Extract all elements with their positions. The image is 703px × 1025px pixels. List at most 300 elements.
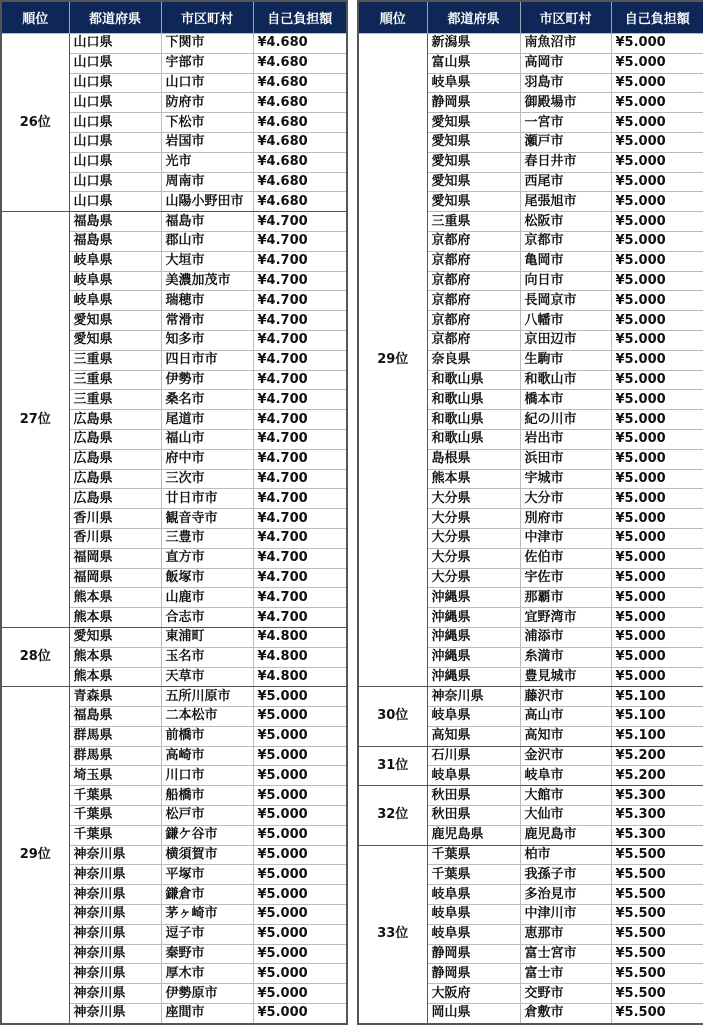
municipality-cell: 横須賀市 — [161, 845, 253, 865]
municipality-cell: 高知市 — [520, 726, 611, 746]
prefecture-cell: 静岡県 — [427, 93, 520, 113]
table-row — [1, 627, 347, 647]
prefecture-cell: 和歌山県 — [427, 370, 520, 390]
copay-amount-cell: ¥4.700 — [253, 231, 347, 251]
prefecture-cell: 埼玉県 — [69, 766, 161, 786]
rank-cell: 27位 — [1, 212, 69, 628]
rank-cell: 31位 — [358, 746, 427, 786]
municipality-cell: 鹿児島市 — [520, 825, 611, 845]
municipality-cell: 富士宮市 — [520, 944, 611, 964]
municipality-cell: 一宮市 — [520, 113, 611, 133]
copay-amount-cell: ¥4.680 — [253, 73, 347, 93]
prefecture-cell: 山口県 — [69, 53, 161, 73]
prefecture-cell: 高知県 — [427, 726, 520, 746]
copay-amount-cell: ¥5.000 — [611, 251, 703, 271]
prefecture-cell: 静岡県 — [427, 944, 520, 964]
header-municipality: 市区町村 — [520, 1, 611, 34]
municipality-cell: 羽島市 — [520, 73, 611, 93]
prefecture-cell: 京都府 — [427, 251, 520, 271]
municipality-cell: 飯塚市 — [161, 568, 253, 588]
municipality-cell: 八幡市 — [520, 311, 611, 331]
copay-amount-cell: ¥5.000 — [611, 370, 703, 390]
copay-amount-cell: ¥5.100 — [611, 726, 703, 746]
prefecture-cell: 神奈川県 — [69, 1004, 161, 1024]
prefecture-cell: 千葉県 — [427, 845, 520, 865]
prefecture-cell: 福岡県 — [69, 568, 161, 588]
copay-amount-cell: ¥4.700 — [253, 390, 347, 410]
prefecture-cell: 愛知県 — [427, 113, 520, 133]
prefecture-cell: 神奈川県 — [69, 984, 161, 1004]
table-header-row — [358, 1, 703, 34]
municipality-cell: 下松市 — [161, 113, 253, 133]
copay-amount-cell: ¥5.000 — [611, 152, 703, 172]
copay-amount-cell: ¥5.300 — [611, 825, 703, 845]
municipality-cell: 天草市 — [161, 667, 253, 687]
copay-amount-cell: ¥5.000 — [253, 766, 347, 786]
prefecture-cell: 愛知県 — [427, 152, 520, 172]
copay-amount-cell: ¥5.000 — [611, 528, 703, 548]
copay-amount-cell: ¥4.700 — [253, 469, 347, 489]
copay-amount-cell: ¥4.700 — [253, 330, 347, 350]
municipality-cell: 福山市 — [161, 429, 253, 449]
prefecture-cell: 三重県 — [69, 370, 161, 390]
prefecture-cell: 山口県 — [69, 113, 161, 133]
copay-amount-cell: ¥5.000 — [611, 132, 703, 152]
municipality-cell: 交野市 — [520, 984, 611, 1004]
prefecture-cell: 大分県 — [427, 509, 520, 529]
municipality-cell: 高崎市 — [161, 746, 253, 766]
municipality-cell: 瀬戸市 — [520, 132, 611, 152]
municipality-cell: 大館市 — [520, 786, 611, 806]
municipality-cell: 亀岡市 — [520, 251, 611, 271]
copay-amount-cell: ¥5.000 — [253, 865, 347, 885]
municipality-cell: 中津川市 — [520, 905, 611, 925]
prefecture-cell: 大分県 — [427, 489, 520, 509]
municipality-cell: 尾道市 — [161, 410, 253, 430]
copay-amount-cell: ¥5.000 — [253, 905, 347, 925]
copay-amount-cell: ¥5.500 — [611, 924, 703, 944]
municipality-cell: 桑名市 — [161, 390, 253, 410]
copay-amount-cell: ¥4.800 — [253, 647, 347, 667]
copay-amount-cell: ¥5.000 — [611, 311, 703, 331]
municipality-cell: 平塚市 — [161, 865, 253, 885]
copay-amount-cell: ¥5.000 — [611, 291, 703, 311]
municipality-cell: 茅ヶ崎市 — [161, 905, 253, 925]
copay-amount-cell: ¥5.000 — [611, 271, 703, 291]
municipality-cell: 宇城市 — [520, 469, 611, 489]
prefecture-cell: 広島県 — [69, 489, 161, 509]
municipality-cell: 四日市市 — [161, 350, 253, 370]
municipality-cell: 周南市 — [161, 172, 253, 192]
prefecture-cell: 富山県 — [427, 53, 520, 73]
prefecture-cell: 山口県 — [69, 172, 161, 192]
municipality-cell: 山鹿市 — [161, 588, 253, 608]
prefecture-cell: 愛知県 — [427, 192, 520, 212]
prefecture-cell: 香川県 — [69, 509, 161, 529]
municipality-cell: 宇部市 — [161, 53, 253, 73]
copay-amount-cell: ¥5.300 — [611, 786, 703, 806]
municipality-cell: 光市 — [161, 152, 253, 172]
prefecture-cell: 岐阜県 — [427, 707, 520, 727]
prefecture-cell: 山口県 — [69, 93, 161, 113]
copay-amount-cell: ¥5.200 — [611, 766, 703, 786]
prefecture-cell: 新潟県 — [427, 34, 520, 54]
copay-amount-cell: ¥5.300 — [611, 806, 703, 826]
prefecture-cell: 福島県 — [69, 231, 161, 251]
municipality-cell: 御殿場市 — [520, 93, 611, 113]
municipality-cell: 生駒市 — [520, 350, 611, 370]
copay-amount-cell: ¥4.800 — [253, 627, 347, 647]
prefecture-cell: 岐阜県 — [427, 924, 520, 944]
municipality-cell: 前橋市 — [161, 726, 253, 746]
municipality-cell: 合志市 — [161, 608, 253, 628]
header-rank: 順位 — [1, 1, 69, 34]
municipality-cell: 高岡市 — [520, 53, 611, 73]
copay-amount-cell: ¥4.700 — [253, 588, 347, 608]
copay-amount-cell: ¥5.000 — [611, 449, 703, 469]
prefecture-cell: 愛知県 — [69, 330, 161, 350]
municipality-cell: 東浦町 — [161, 627, 253, 647]
copay-amount-cell: ¥5.500 — [611, 905, 703, 925]
copay-amount-cell: ¥5.000 — [611, 212, 703, 232]
municipality-cell: 藤沢市 — [520, 687, 611, 707]
copay-amount-cell: ¥4.700 — [253, 489, 347, 509]
municipality-cell: 春日井市 — [520, 152, 611, 172]
copay-amount-cell: ¥4.700 — [253, 370, 347, 390]
rank-cell: 26位 — [1, 34, 69, 212]
copay-amount-cell: ¥5.000 — [611, 608, 703, 628]
copay-amount-cell: ¥4.680 — [253, 172, 347, 192]
municipality-cell: 那覇市 — [520, 588, 611, 608]
prefecture-cell: 大分県 — [427, 548, 520, 568]
prefecture-cell: 和歌山県 — [427, 390, 520, 410]
municipality-cell: 二本松市 — [161, 707, 253, 727]
municipality-cell: 我孫子市 — [520, 865, 611, 885]
copay-amount-cell: ¥5.000 — [253, 984, 347, 1004]
prefecture-cell: 山口県 — [69, 152, 161, 172]
table-header-row — [1, 1, 347, 34]
prefecture-cell: 山口県 — [69, 73, 161, 93]
copay-amount-cell: ¥5.000 — [611, 627, 703, 647]
copay-amount-cell: ¥5.000 — [611, 429, 703, 449]
rank-cell: 29位 — [358, 34, 427, 687]
copay-amount-cell: ¥4.800 — [253, 667, 347, 687]
copay-amount-cell: ¥4.700 — [253, 251, 347, 271]
ranking-table-left — [0, 0, 348, 1025]
prefecture-cell: 沖縄県 — [427, 588, 520, 608]
prefecture-cell: 三重県 — [427, 212, 520, 232]
municipality-cell: 三次市 — [161, 469, 253, 489]
table-row — [358, 687, 703, 707]
municipality-cell: 松戸市 — [161, 806, 253, 826]
municipality-cell: 秦野市 — [161, 944, 253, 964]
prefecture-cell: 青森県 — [69, 687, 161, 707]
municipality-cell: 中津市 — [520, 528, 611, 548]
copay-amount-cell: ¥4.700 — [253, 528, 347, 548]
copay-amount-cell: ¥5.000 — [253, 707, 347, 727]
copay-amount-cell: ¥5.000 — [611, 548, 703, 568]
copay-amount-cell: ¥5.000 — [611, 469, 703, 489]
municipality-cell: 松阪市 — [520, 212, 611, 232]
municipality-cell: 別府市 — [520, 509, 611, 529]
copay-amount-cell: ¥5.000 — [611, 192, 703, 212]
table-row — [1, 34, 347, 54]
municipality-cell: 多治見市 — [520, 885, 611, 905]
municipality-cell: 川口市 — [161, 766, 253, 786]
copay-amount-cell: ¥5.100 — [611, 687, 703, 707]
copay-amount-cell: ¥5.000 — [611, 667, 703, 687]
copay-amount-cell: ¥5.000 — [611, 93, 703, 113]
copay-amount-cell: ¥5.000 — [611, 73, 703, 93]
copay-amount-cell: ¥5.500 — [611, 845, 703, 865]
municipality-cell: 観音寺市 — [161, 509, 253, 529]
header-prefecture: 都道府県 — [427, 1, 520, 34]
prefecture-cell: 広島県 — [69, 469, 161, 489]
copay-amount-cell: ¥5.000 — [253, 1004, 347, 1024]
header-copay: 自己負担額 — [253, 1, 347, 34]
prefecture-cell: 山口県 — [69, 192, 161, 212]
municipality-cell: 鎌倉市 — [161, 885, 253, 905]
prefecture-cell: 奈良県 — [427, 350, 520, 370]
copay-amount-cell: ¥5.000 — [611, 350, 703, 370]
prefecture-cell: 広島県 — [69, 429, 161, 449]
copay-amount-cell: ¥4.700 — [253, 311, 347, 331]
header-municipality: 市区町村 — [161, 1, 253, 34]
header-copay: 自己負担額 — [611, 1, 703, 34]
prefecture-cell: 岐阜県 — [427, 766, 520, 786]
copay-amount-cell: ¥4.700 — [253, 608, 347, 628]
prefecture-cell: 千葉県 — [427, 865, 520, 885]
copay-amount-cell: ¥4.700 — [253, 449, 347, 469]
copay-amount-cell: ¥5.000 — [611, 489, 703, 509]
prefecture-cell: 京都府 — [427, 291, 520, 311]
prefecture-cell: 沖縄県 — [427, 667, 520, 687]
prefecture-cell: 岐阜県 — [69, 291, 161, 311]
municipality-cell: 伊勢原市 — [161, 984, 253, 1004]
prefecture-cell: 和歌山県 — [427, 429, 520, 449]
copay-amount-cell: ¥5.000 — [611, 390, 703, 410]
prefecture-cell: 大阪府 — [427, 984, 520, 1004]
municipality-cell: 大仙市 — [520, 806, 611, 826]
municipality-cell: 柏市 — [520, 845, 611, 865]
prefecture-cell: 神奈川県 — [427, 687, 520, 707]
copay-amount-cell: ¥5.000 — [253, 885, 347, 905]
municipality-cell: 長岡京市 — [520, 291, 611, 311]
municipality-cell: 玉名市 — [161, 647, 253, 667]
prefecture-cell: 群馬県 — [69, 746, 161, 766]
copay-amount-cell: ¥5.500 — [611, 944, 703, 964]
copay-amount-cell: ¥5.500 — [611, 964, 703, 984]
copay-amount-cell: ¥5.000 — [253, 825, 347, 845]
prefecture-cell: 島根県 — [427, 449, 520, 469]
prefecture-cell: 岐阜県 — [427, 905, 520, 925]
table-row — [358, 786, 703, 806]
prefecture-cell: 三重県 — [69, 390, 161, 410]
prefecture-cell: 石川県 — [427, 746, 520, 766]
prefecture-cell: 愛知県 — [427, 172, 520, 192]
copay-amount-cell: ¥5.000 — [611, 113, 703, 133]
header-rank: 順位 — [358, 1, 427, 34]
prefecture-cell: 岐阜県 — [69, 271, 161, 291]
copay-amount-cell: ¥4.680 — [253, 34, 347, 54]
copay-amount-cell: ¥4.700 — [253, 212, 347, 232]
municipality-cell: 尾張旭市 — [520, 192, 611, 212]
table-row — [358, 845, 703, 865]
prefecture-cell: 熊本県 — [69, 647, 161, 667]
table-row — [358, 34, 703, 54]
prefecture-cell: 山口県 — [69, 132, 161, 152]
prefecture-cell: 愛知県 — [427, 132, 520, 152]
copay-amount-cell: ¥5.000 — [611, 568, 703, 588]
municipality-cell: 紀の川市 — [520, 410, 611, 430]
prefecture-cell: 秋田県 — [427, 806, 520, 826]
municipality-cell: 瑞穂市 — [161, 291, 253, 311]
prefecture-cell: 千葉県 — [69, 786, 161, 806]
prefecture-cell: 千葉県 — [69, 825, 161, 845]
prefecture-cell: 神奈川県 — [69, 964, 161, 984]
copay-amount-cell: ¥4.700 — [253, 291, 347, 311]
municipality-cell: 大垣市 — [161, 251, 253, 271]
prefecture-cell: 山口県 — [69, 34, 161, 54]
prefecture-cell: 沖縄県 — [427, 627, 520, 647]
prefecture-cell: 群馬県 — [69, 726, 161, 746]
rank-cell: 29位 — [1, 687, 69, 1024]
prefecture-cell: 京都府 — [427, 231, 520, 251]
copay-amount-cell: ¥5.000 — [611, 588, 703, 608]
copay-amount-cell: ¥4.680 — [253, 53, 347, 73]
municipality-cell: 高山市 — [520, 707, 611, 727]
prefecture-cell: 神奈川県 — [69, 865, 161, 885]
copay-amount-cell: ¥5.000 — [611, 410, 703, 430]
copay-amount-cell: ¥5.000 — [611, 509, 703, 529]
municipality-cell: 厚木市 — [161, 964, 253, 984]
prefecture-cell: 和歌山県 — [427, 410, 520, 430]
municipality-cell: 美濃加茂市 — [161, 271, 253, 291]
copay-amount-cell: ¥5.000 — [253, 746, 347, 766]
municipality-cell: 西尾市 — [520, 172, 611, 192]
municipality-cell: 防府市 — [161, 93, 253, 113]
copay-amount-cell: ¥5.000 — [611, 34, 703, 54]
municipality-cell: 三豊市 — [161, 528, 253, 548]
prefecture-cell: 岐阜県 — [427, 73, 520, 93]
prefecture-cell: 広島県 — [69, 410, 161, 430]
municipality-cell: 山陽小野田市 — [161, 192, 253, 212]
prefecture-cell: 愛知県 — [69, 311, 161, 331]
table-row — [358, 746, 703, 766]
municipality-cell: 船橋市 — [161, 786, 253, 806]
copay-amount-cell: ¥5.000 — [253, 845, 347, 865]
municipality-cell: 知多市 — [161, 330, 253, 350]
prefecture-cell: 福岡県 — [69, 548, 161, 568]
table-row — [1, 212, 347, 232]
prefecture-cell: 静岡県 — [427, 964, 520, 984]
prefecture-cell: 千葉県 — [69, 806, 161, 826]
municipality-cell: 五所川原市 — [161, 687, 253, 707]
copay-amount-cell: ¥5.000 — [611, 172, 703, 192]
municipality-cell: 南魚沼市 — [520, 34, 611, 54]
rank-cell: 32位 — [358, 786, 427, 845]
copay-amount-cell: ¥5.100 — [611, 707, 703, 727]
municipality-cell: 佐伯市 — [520, 548, 611, 568]
prefecture-cell: 京都府 — [427, 271, 520, 291]
prefecture-cell: 神奈川県 — [69, 845, 161, 865]
municipality-cell: 岐阜市 — [520, 766, 611, 786]
copay-amount-cell: ¥5.000 — [253, 944, 347, 964]
copay-amount-cell: ¥5.500 — [611, 984, 703, 1004]
copay-amount-cell: ¥5.000 — [611, 231, 703, 251]
copay-amount-cell: ¥5.500 — [611, 1004, 703, 1024]
prefecture-cell: 神奈川県 — [69, 905, 161, 925]
prefecture-cell: 沖縄県 — [427, 608, 520, 628]
prefecture-cell: 神奈川県 — [69, 885, 161, 905]
copay-amount-cell: ¥5.500 — [611, 865, 703, 885]
rank-cell: 28位 — [1, 627, 69, 686]
prefecture-cell: 岐阜県 — [427, 885, 520, 905]
prefecture-cell: 三重県 — [69, 350, 161, 370]
copay-amount-cell: ¥5.000 — [253, 687, 347, 707]
copay-amount-cell: ¥5.000 — [253, 786, 347, 806]
municipality-cell: 山口市 — [161, 73, 253, 93]
prefecture-cell: 熊本県 — [69, 588, 161, 608]
prefecture-cell: 福島県 — [69, 212, 161, 232]
prefecture-cell: 愛知県 — [69, 627, 161, 647]
prefecture-cell: 岐阜県 — [69, 251, 161, 271]
municipality-cell: 京田辺市 — [520, 330, 611, 350]
municipality-cell: 岩国市 — [161, 132, 253, 152]
copay-amount-cell: ¥4.700 — [253, 429, 347, 449]
copay-amount-cell: ¥4.700 — [253, 350, 347, 370]
municipality-cell: 京都市 — [520, 231, 611, 251]
copay-amount-cell: ¥5.500 — [611, 885, 703, 905]
municipality-cell: 逗子市 — [161, 924, 253, 944]
prefecture-cell: 神奈川県 — [69, 924, 161, 944]
municipality-cell: 宜野湾市 — [520, 608, 611, 628]
municipality-cell: 下関市 — [161, 34, 253, 54]
municipality-cell: 富士市 — [520, 964, 611, 984]
copay-amount-cell: ¥5.000 — [253, 964, 347, 984]
municipality-cell: 鎌ケ谷市 — [161, 825, 253, 845]
prefecture-cell: 沖縄県 — [427, 647, 520, 667]
municipality-cell: 常滑市 — [161, 311, 253, 331]
copay-amount-cell: ¥4.680 — [253, 113, 347, 133]
prefecture-cell: 熊本県 — [69, 667, 161, 687]
copay-amount-cell: ¥5.200 — [611, 746, 703, 766]
copay-amount-cell: ¥4.700 — [253, 410, 347, 430]
prefecture-cell: 岡山県 — [427, 1004, 520, 1024]
prefecture-cell: 福島県 — [69, 707, 161, 727]
copay-amount-cell: ¥5.000 — [253, 924, 347, 944]
municipality-cell: 浜田市 — [520, 449, 611, 469]
municipality-cell: 宇佐市 — [520, 568, 611, 588]
municipality-cell: 糸満市 — [520, 647, 611, 667]
municipality-cell: 廿日市市 — [161, 489, 253, 509]
municipality-cell: 岩出市 — [520, 429, 611, 449]
prefecture-cell: 大分県 — [427, 568, 520, 588]
prefecture-cell: 鹿児島県 — [427, 825, 520, 845]
copay-amount-cell: ¥5.000 — [253, 726, 347, 746]
copay-amount-cell: ¥5.000 — [253, 806, 347, 826]
prefecture-cell: 京都府 — [427, 330, 520, 350]
municipality-cell: 福島市 — [161, 212, 253, 232]
prefecture-cell: 広島県 — [69, 449, 161, 469]
copay-amount-cell: ¥5.000 — [611, 647, 703, 667]
municipality-cell: 金沢市 — [520, 746, 611, 766]
ranking-table-right — [357, 0, 703, 1025]
rank-cell: 30位 — [358, 687, 427, 746]
copay-amount-cell: ¥4.700 — [253, 271, 347, 291]
municipality-cell: 倉敷市 — [520, 1004, 611, 1024]
municipality-cell: 座間市 — [161, 1004, 253, 1024]
